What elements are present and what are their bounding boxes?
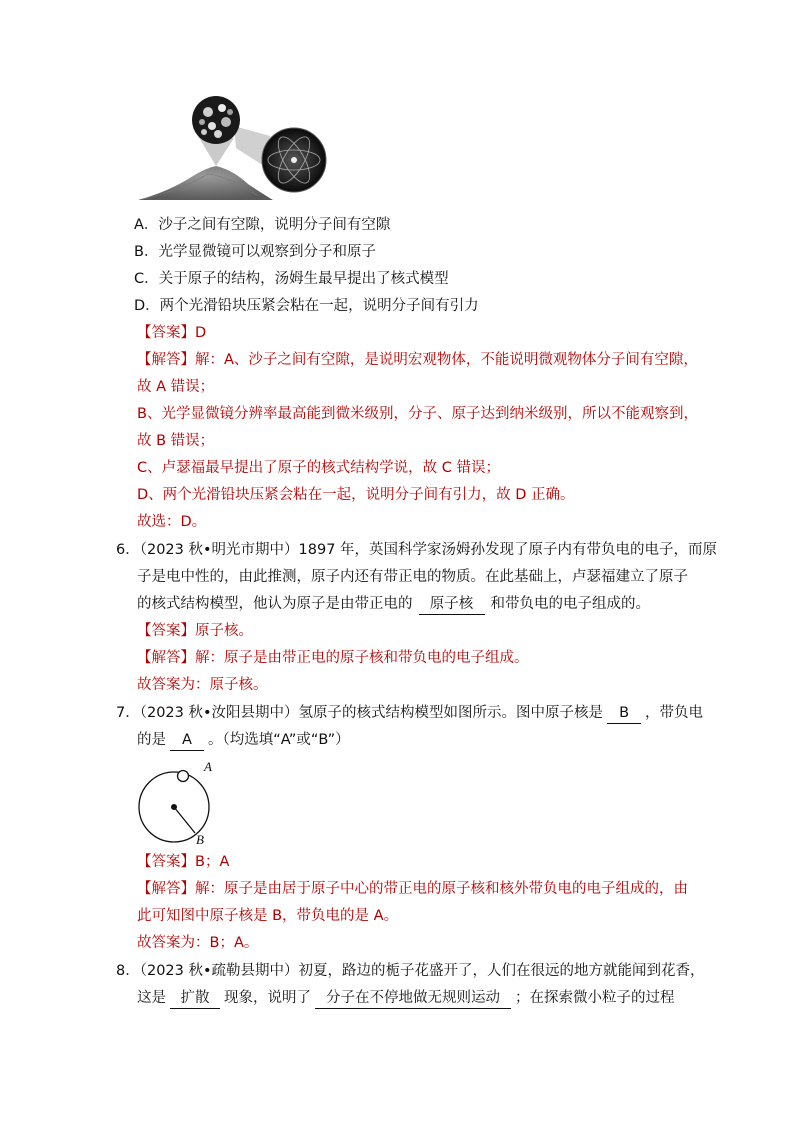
answer-tag: 【答案】 <box>137 325 195 341</box>
q6-stem-line: 的核式结构模型，他认为原子是由带正电的 原子核 和带负电的电子组成的。 <box>137 594 650 615</box>
q5-conclusion: 故选：D。 <box>137 514 207 530</box>
option-d: D．两个光滑铅块压紧会粘在一起，说明分子间有引力 <box>134 298 479 314</box>
q6-analysis <box>137 648 529 668</box>
q6-conclusion: 故答案为：原子核。 <box>137 677 268 693</box>
analysis-tag: 【解答】 <box>137 650 195 666</box>
analysis-text: 解：A、沙子之间有空隙，是说明宏观物体，不能说明微观物体分子间有空隙， <box>195 352 698 368</box>
q6-answer <box>137 621 253 641</box>
electron-circle <box>178 771 189 782</box>
option-a: A．沙子之间有空隙，说明分子间有空隙 <box>134 217 391 233</box>
sand-pile <box>138 166 273 200</box>
atom-circle <box>262 128 326 192</box>
q7-analysis-line: 此可知图中原子核是 B，带负电的是 A。 <box>137 908 399 924</box>
answer-value: 原子核。 <box>195 623 253 639</box>
q5-analysis-line: D、两个光滑铅块压紧会粘在一起，说明分子间有引力，故 D 正确。 <box>137 487 575 503</box>
answer-tag: 【答案】 <box>137 623 195 639</box>
q6-blank-answer: 原子核 <box>419 594 485 615</box>
answer-value: B；A <box>195 854 230 870</box>
q6-stem-line: 子是电中性的，由此推测，原子内还有带正电的物质。在此基础上，卢瑟福建立了原子 <box>137 569 688 585</box>
hydrogen-atom-diagram <box>134 760 224 850</box>
q5-analysis-line: B、光学显微镜分辨率最高能到微米级别，分子、原子达到纳米级别，所以不能观察到， <box>137 406 698 422</box>
q7-analysis-line <box>137 879 688 899</box>
q8-blank-molecular-motion: 分子在不停地做无规则运动 <box>315 988 511 1009</box>
q5-analysis-line <box>137 350 698 370</box>
nucleus-dot <box>171 804 177 810</box>
analysis-text: 解：原子是由居于原子中心的带正电的原子核和核外带负电的电子组成的，由 <box>195 881 688 897</box>
answer-value: D <box>195 325 207 341</box>
q5-analysis-line: 故 A 错误； <box>137 379 215 395</box>
analysis-text: 解：原子是由带正电的原子核和带负电的电子组成。 <box>195 650 529 666</box>
sand-microscope-figure <box>138 96 330 204</box>
label-a: A <box>204 760 212 774</box>
q7-answer <box>137 852 229 872</box>
analysis-tag: 【解答】 <box>137 352 195 368</box>
analysis-tag: 【解答】 <box>137 881 195 897</box>
q5-analysis-line: C、卢瑟福最早提出了原子的核式结构学说，故 C 错误； <box>137 460 500 476</box>
q7-stem-line: 的是 A 。（均选填“A”或“B”） <box>137 730 350 751</box>
sand-grains-circle <box>192 96 240 144</box>
q7-blank-electron: A <box>170 730 204 751</box>
q8-blank-diffusion: 扩散 <box>170 988 220 1009</box>
radius-line <box>174 807 195 833</box>
q8-stem-line: 8．（2023 秋•疏勒县期中）初夏，路边的栀子花盛开了，人们在很远的地方就能闻到花香， <box>116 963 705 979</box>
option-c: C．关于原子的结构，汤姆生最早提出了核式模型 <box>134 271 449 287</box>
label-b: B <box>196 832 204 847</box>
q7-conclusion: 故答案为：B；A。 <box>137 935 259 951</box>
option-b: B．光学显微镜可以观察到分子和原子 <box>134 244 376 260</box>
q5-answer <box>137 323 206 343</box>
answer-tag: 【答案】 <box>137 854 195 870</box>
q8-stem-line: 这是 扩散 现象，说明了 分子在不停地做无规则运动 ；在探索微小粒子的过程 <box>137 988 675 1009</box>
q7-stem-line: 7．（2023 秋•汝阳县期中）氢原子的核式结构模型如图所示。图中原子核是 B ，带负电 <box>116 703 703 724</box>
q6-stem-line: 6．（2023 秋•明光市期中）1897 年，英国科学家汤姆孙发现了原子内有带负电的电子，而原 <box>116 542 718 558</box>
q5-analysis-line: 故 B 错误； <box>137 433 215 449</box>
q7-blank-nucleus: B <box>607 703 641 724</box>
